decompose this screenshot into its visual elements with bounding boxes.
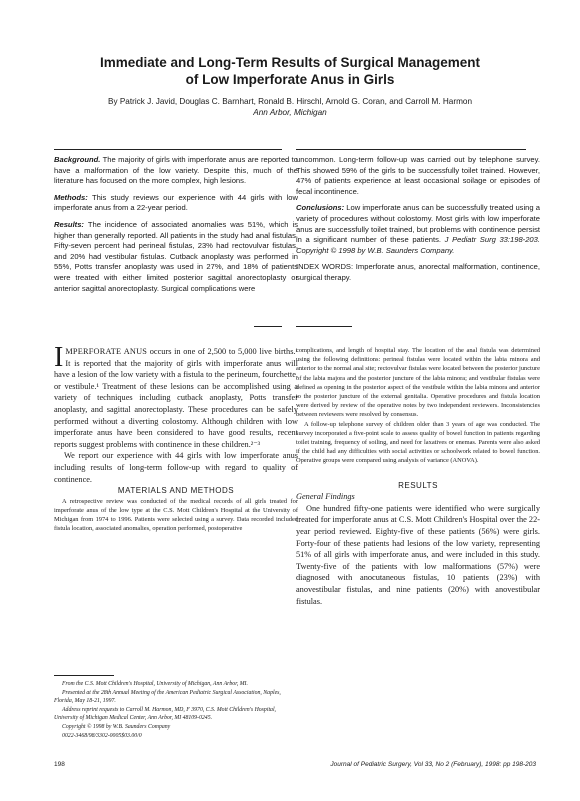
abstract-left-column bbox=[54, 155, 298, 300]
abstract-results bbox=[54, 220, 298, 294]
body-left-column bbox=[54, 342, 298, 534]
abstract-conclusions bbox=[296, 203, 540, 256]
methods-label: Methods: bbox=[54, 192, 88, 202]
methods-heading: MATERIALS AND METHODS bbox=[117, 486, 235, 496]
author-list: By Patrick J. Javid, Douglas C. Barnhart, Ronald B. Hirschl, Arnold G. Coran, and Carroll M. Harmon bbox=[107, 97, 473, 106]
abstract-bottom-rule-right bbox=[296, 326, 352, 327]
footnote-presented: Presented at the 28th Annual Meeting of the American Pediatric Surgical Association, Naples, Florida, May 18-21, 1997. bbox=[54, 689, 281, 705]
abstract-top-rule-right bbox=[296, 149, 526, 150]
intro-paragraph bbox=[54, 342, 298, 450]
methods-paragraph-3: A follow-up telephone survey of children older than 3 years of age was conducted. The survey incorporated a five-point scale to assess quality of bowel function in patients regarding toilet training, frequency of soiling, and need for laxatives or enemas. Parents were also asked if the child had any difficulties with social activities or schoolwork related to bowel function. Operative groups were compared using analysis of variance (ANOVA). bbox=[296, 420, 540, 465]
results-text: The incidence of associated anomalies was 51%, which is higher than generally reported. All patients in the study had anal fistulas. Fifty-seven percent had perineal fistulas, 23% had rectovulvar fistulas, and 20% had vestibular fistulas. Cutback anoplasty was performed in 55%, Potts transfer anoplasty was used in 27%, and 18% of patients were treated with either limited posterior sagittal anorectoplasty or anterior sagittal anorectoplasty. Surgical complications were bbox=[54, 219, 298, 293]
footnote-address: Address reprint requests to Carroll M. Harmon, MD, F 3970, C.S. Mott Children's Hospital, University of Michigan Medical Center, Ann Arbor, MI 48109-0245. bbox=[54, 706, 277, 722]
intro-caps: MPERFORATE ANUS bbox=[65, 347, 148, 356]
footnotes bbox=[54, 680, 294, 740]
citation: J Pediatr Surg 33:198-203. Copyright © 1998 by W.B. Saunders Company. bbox=[296, 235, 540, 255]
abstract-top-rule bbox=[54, 149, 282, 150]
abstract-bottom-rule bbox=[254, 326, 282, 327]
abstract-right-column bbox=[296, 155, 540, 290]
abstract-methods bbox=[54, 193, 298, 214]
journal-citation-footer: Journal of Pediatric Surgery, Vol 33, No 2 (February), 1998: pp 198-203 bbox=[330, 761, 536, 768]
footnote-copyright: Copyright © 1998 by W.B. Saunders Company bbox=[62, 723, 171, 730]
background-text: The majority of girls with imperforate anus are reported to have a malformation of the low variety. Despite this, much of the literature has focused on the more complex, high lesions. bbox=[54, 155, 298, 186]
article-title bbox=[40, 54, 540, 88]
footnote-issn: 0022-3468/98/3302-0005$03.00/0 bbox=[62, 732, 142, 739]
methods-block bbox=[54, 497, 298, 534]
title-line-1: Immediate and Long-Term Results of Surgical Management bbox=[99, 55, 481, 70]
background-label: Background. bbox=[54, 155, 101, 164]
intro-text: occurs in one of 2,500 to 5,000 live births.¹ It is reported that the majority of girls with imperforate anus will have a lesion of the low variety with a fistula to the perineum, fourchette, or vestibule.¹ Treatment of these lesions can be accomplished using a variety of techniques including cutback anoplasty, Potts transfer anoplasty, and sagittal anorectoplasty. These procedures can be safely performed without a diverting colostomy. Although children with low imperforate anus have been considered to have good results, recent reports suggest problems with continence in these children.²⁻³ bbox=[54, 347, 298, 449]
methods-text: This study reviews our experience with 44 girls with low imperforate anus from a 22-year period. bbox=[54, 192, 298, 213]
results-label: Results: bbox=[54, 219, 84, 229]
conclusions-label: Conclusions: bbox=[296, 203, 345, 213]
conclusions-text: Low imperforate anus can be successfully treated using a variety of procedures without colostomy. Most girls with low imperforate anus are successfully toilet trained, but problems with continence persist in a significant number of these patients. bbox=[296, 203, 540, 245]
abstract-background bbox=[54, 155, 298, 187]
general-findings-heading: General Findings bbox=[296, 492, 355, 502]
body-right-column bbox=[296, 346, 540, 607]
results-heading: RESULTS bbox=[398, 480, 438, 490]
index-words: INDEX WORDS: Imperforate anus, anorectal malformation, continence, surgical therapy. bbox=[296, 262, 540, 282]
affiliation: Ann Arbor, Michigan bbox=[253, 108, 327, 117]
drop-cap: I bbox=[54, 342, 64, 373]
results-paragraph-1: One hundred fifty-one patients were identified who were surgically treated for imperforate anus at C.S. Mott Children's Hospital over the 22-year period reviewed. Eighty-five of these patients (56%) were girls. Forty-four of these patients had lesions of the low variety, representing 51% of all girls with imperforate anus, and were included in this study. Twenty-five of the patients with low malformations (57%) were diagnosed with anocutaneous fistulas, 10 patients (23%) with anovestibular fistulas, and nine patients (20%) with anovestibular fistulas. bbox=[296, 503, 540, 606]
footnote-affiliation: From the C.S. Mott Children's Hospital, University of Michigan, Ann Arbor, MI. bbox=[62, 681, 248, 687]
page-number: 198 bbox=[54, 761, 65, 768]
methods-continued bbox=[296, 346, 540, 466]
footnote-rule bbox=[54, 675, 114, 676]
intro-paragraph-2: We report our experience with 44 girls with low imperforate anus including results of long-term follow-up with regard to quality of continence. bbox=[54, 451, 298, 484]
methods-paragraph-1: A retrospective review was conducted of the medical records of all girls treated for imperforate anus of the low type at the C.S. Mott Children's Hospital at the University of Michigan from 1974 to 1996. Patients were selected using a survey. Data recorded included fistula location, associated anomalies, operation performed, postoperative bbox=[54, 497, 298, 533]
abstract-results-continued: uncommon. Long-term follow-up was carried out by telephone survey. This showed 59% of the girls to be successfully toilet trained. However, 47% of patients experience at least occasional soilage or episodes of fecal incontinence. bbox=[296, 155, 540, 196]
title-line-2: of Low Imperforate Anus in Girls bbox=[185, 72, 395, 87]
methods-paragraph-2: complications, and length of hospital stay. The location of the anal fistula was determined using the following definitions: perineal fistulas were located within the labia minora and anterior to the normal anal site; rectovulvar fistulas were located between the posterior juncture of the labia majora and the posterior juncture of the labia minora; and vestibular fistulas were defined as opening in the posterior aspect of the vestibule within the labia minora and anterior to the posterior juncture of the external genitalia. Operative procedures and fistula location were derived by review of the operative notes by two independent reviewers. Inconsistencies between reviewers were resolved by consensus. bbox=[296, 347, 540, 419]
